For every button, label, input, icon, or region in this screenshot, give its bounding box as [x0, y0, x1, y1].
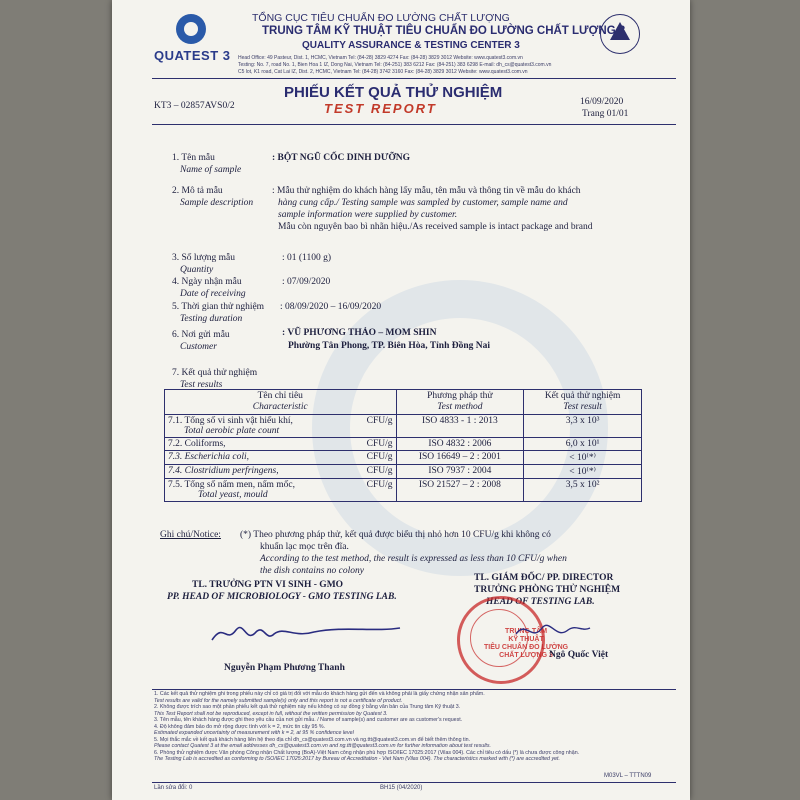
- unit: CFU/g: [366, 452, 393, 462]
- sample-description: hàng cung cấp./ Testing sample was sampled by customer, sample name and: [278, 198, 568, 208]
- certification-seal-icon: [600, 14, 640, 54]
- test-result: < 10⁽*⁾: [569, 467, 596, 477]
- right-signatory-title: TRƯỞNG PHÒNG THỬ NGHIỆM: [474, 585, 621, 595]
- official-seal-text: TRUNG TÂM KỸ THUẬT TIÊU CHUẨN ĐO LƯỜNG CHẤT LƯỢNG 3: [484, 628, 569, 659]
- address-line: Testing: No. 7, road No. 1, Bien Hoa 1 IZ, Dong Nai, Vietnam Tel: (84-251) 383 6212 Fax: (84-251) 383 6298 E-mail: dh_cs@quatest3.com.vn: [238, 62, 552, 68]
- table-row: [165, 465, 642, 479]
- characteristic-name-en: Total yeast, mould: [198, 490, 268, 500]
- field-label: 4. Ngày nhận mẫu: [172, 277, 242, 287]
- test-result: 6,0 x 10¹: [565, 439, 600, 449]
- test-results-table: [164, 389, 642, 502]
- field-label: 1. Tên mẫu: [172, 153, 215, 163]
- field-label: 5. Thời gian thử nghiệm: [172, 302, 265, 312]
- left-signatory-name: Nguyễn Phạm Phương Thanh: [224, 663, 345, 673]
- test-result: < 10⁽*⁾: [569, 453, 596, 463]
- notice-label: Ghi chú/Notice:: [160, 530, 221, 540]
- left-signatory-title-en: PP. HEAD OF MICROBIOLOGY - GMO TESTING LAB.: [167, 592, 397, 602]
- characteristic-name-en: Total aerobic plate count: [184, 426, 280, 436]
- table-row: [165, 451, 642, 465]
- characteristic-name: 7.3. Escherichia coli,: [168, 452, 249, 462]
- right-signatory-title: TL. GIÁM ĐỐC/ PP. DIRECTOR: [474, 573, 614, 583]
- test-method: ISO 4833 - 1 : 2013: [421, 416, 498, 426]
- field-label-en: Date of receiving: [180, 289, 246, 299]
- sample-quantity: : 01 (1100 g): [282, 253, 331, 263]
- table-header-row: [165, 390, 642, 415]
- receiving-date: : 07/09/2020: [282, 277, 331, 287]
- characteristic-name: 7.5. Tổng số nấm men, nấm mốc,: [168, 480, 296, 490]
- footer-divider: [152, 689, 676, 690]
- sample-name: : BỘT NGŨ CỐC DINH DƯỠNG: [272, 153, 411, 163]
- test-method: ISO 4832 : 2006: [428, 439, 492, 449]
- test-result: 3,3 x 10³: [565, 416, 600, 426]
- notice-text: According to the test method, the result is expressed as less than 10 CFU/g when: [260, 554, 567, 564]
- testing-duration: : 08/09/2020 – 16/09/2020: [280, 302, 382, 312]
- report-title-en: TEST REPORT: [324, 101, 437, 116]
- test-method: ISO 16649 – 2 : 2001: [418, 452, 501, 462]
- field-label-en: Testing duration: [180, 314, 243, 324]
- field-label-en: Customer: [180, 342, 217, 352]
- center-name-vi: TRUNG TÂM KỸ THUẬT TIÊU CHUẨN ĐO LƯỜNG CHẤT LƯỢNG 3: [262, 25, 626, 37]
- report-code: KT3 – 02857AVS0/2: [154, 101, 235, 111]
- column-header: Phương pháp thử Test method: [396, 390, 524, 415]
- sample-description: sample information were supplied by customer.: [278, 210, 458, 220]
- left-signatory-title: TL. TRƯỞNG PTN VI SINH - GMO: [192, 580, 344, 590]
- right-signature: [512, 616, 592, 646]
- customer-address: Phường Tân Phong, TP. Biên Hòa, Tỉnh Đồng Nai: [288, 341, 491, 351]
- test-report-document: [112, 0, 690, 800]
- column-header: Kết quả thử nghiệm Test result: [524, 390, 642, 415]
- field-label-en: Test results: [180, 380, 223, 390]
- column-header: Tên chỉ tiêu Characteristic: [165, 390, 397, 415]
- field-label: 2. Mô tả mẫu: [172, 186, 223, 196]
- notice-text: (*) Theo phương pháp thử, kết quả được biểu thị nhỏ hơn 10 CFU/g khi không có: [240, 530, 551, 540]
- notice-text: khuẩn lạc mọc trên đĩa.: [260, 542, 349, 552]
- right-signatory-title-en: HEAD OF TESTING LAB.: [486, 597, 595, 607]
- form-code: M03VL – TTTN09: [604, 773, 652, 779]
- issue-code: BH15 (04/2020): [380, 785, 423, 791]
- address-line: Head Office: 49 Pasteur, Dist. 1, HCMC, Vietnam Tel: (84-28) 3829 4274 Fax: (84-28) 3829 3012 Website: www.quatest3.com.vn: [238, 55, 523, 61]
- test-method: ISO 7937 : 2004: [428, 466, 492, 476]
- field-label: 7. Kết quả thử nghiệm: [172, 368, 258, 378]
- unit: CFU/g: [366, 416, 393, 426]
- report-title-vi: PHIẾU KẾT QUẢ THỬ NGHIỆM: [284, 84, 503, 101]
- right-signatory-name: Ngô Quốc Việt: [549, 650, 609, 660]
- table-row: [165, 479, 642, 502]
- field-label: 6. Nơi gửi mẫu: [172, 330, 230, 340]
- test-method: ISO 21527 – 2 : 2008: [418, 480, 501, 490]
- field-label-en: Quantity: [180, 265, 214, 275]
- address-block: [238, 55, 551, 76]
- field-label-en: Sample description: [180, 198, 254, 208]
- center-name-en: QUALITY ASSURANCE & TESTING CENTER 3: [302, 40, 520, 51]
- address-line: C5 lot, K1 road, Cat Lai IZ, Dist. 2, HCMC, Vietnam Tel: (84-28) 3742 3160 Fax: (84-28) 3829 3012 Website: www.quatest3.com.vn: [238, 69, 528, 75]
- report-page: Trang 01/01: [582, 109, 629, 119]
- org-line: TỔNG CỤC TIÊU CHUẨN ĐO LƯỜNG CHẤT LƯỢNG: [252, 12, 510, 24]
- title-divider: [152, 124, 676, 125]
- characteristic-name: 7.2. Coliforms,: [168, 439, 226, 449]
- report-date: 16/09/2020: [580, 97, 624, 107]
- footer-bottom-divider: [152, 782, 676, 783]
- customer-name: : VŨ PHƯƠNG THẢO – MOM SHIN: [282, 328, 437, 338]
- sample-description: Mẫu còn nguyên bao bì nhãn hiệu./As received sample is intact package and brand: [278, 222, 593, 232]
- field-label-en: Name of sample: [180, 165, 242, 175]
- footer-notes: 1. Các kết quả thử nghiệm ghi trong phiếu này chỉ có giá trị đối với mẫu do khách hàng gửi đến và không phải là giấy chứng nhận sản phẩm. Test results are valid for the namely submitted sample(s) only and this report is not a certificate of product. 2. Không được trích sao một phần phiếu kết quả thử nghiệm này nếu không có sự đồng ý bằng văn bản của Trung tâm Kỹ thuật 3. This Test Report shall not be reproduced, except in full, without the written permission by Quatest 3. 3. Tên mẫu, tên khách hàng được ghi theo yêu cầu của nơi gửi mẫu. / Name of sample(s) and customer are as customer's request. 4. Độ không đảm bảo đo mở rộng được tính với k = 2, mức tin cậy 95 %. Estimated expanded uncertainty of measurement with k = 2, at 95 % confidence level 5. Mọi thắc mắc về kết quả khách hàng liên hệ theo địa chỉ dh_cs@quatest3.com.vn và ng.ttt@quatest3.com.vn để biết thêm thông tin. Please contact Quatest 3 at the email addresses dh_cs@quatest3.com.vn and ng.ttt@quatest3.com.vn for further information about test results. 6. Phòng thử nghiệm được Văn phòng Công nhận Chất lượng (BoA)-Việt Nam công nhận phù hợp ISO/IEC 17025:2017 (Vilas 004). Các chỉ tiêu có dấu (*) là chưa được công nhận. The Testing Lab is accredited as conforming to ISO/IEC 17025:2017 by Bureau of Accreditation - Viet Nam (Vilas 004). The characteristics marked with (*) are accredited yet.: [154, 691, 580, 762]
- sample-description: : Mẫu thử nghiệm do khách hàng lấy mẫu, tên mẫu và thông tin về mẫu do khách: [272, 186, 581, 196]
- header-divider: [152, 78, 676, 79]
- logo-text: QUATEST 3: [154, 48, 231, 63]
- characteristic-name: 7.1. Tổng số vi sinh vật hiếu khí,: [168, 416, 293, 426]
- unit: CFU/g: [366, 480, 393, 490]
- quatest-logo: [154, 14, 234, 72]
- unit: CFU/g: [366, 439, 393, 449]
- revision-number: Lần sửa đổi: 0: [154, 785, 193, 791]
- logo-q-icon: [176, 14, 206, 44]
- unit: CFU/g: [366, 466, 393, 476]
- table-row: [165, 415, 642, 438]
- field-label: 3. Số lượng mẫu: [172, 253, 235, 263]
- notice-text: the dish contains no colony: [260, 566, 364, 576]
- table-row: [165, 438, 642, 451]
- test-result: 3,5 x 10²: [565, 480, 600, 490]
- characteristic-name: 7.4. Clostridium perfringens,: [168, 466, 279, 476]
- left-signature: [204, 614, 404, 654]
